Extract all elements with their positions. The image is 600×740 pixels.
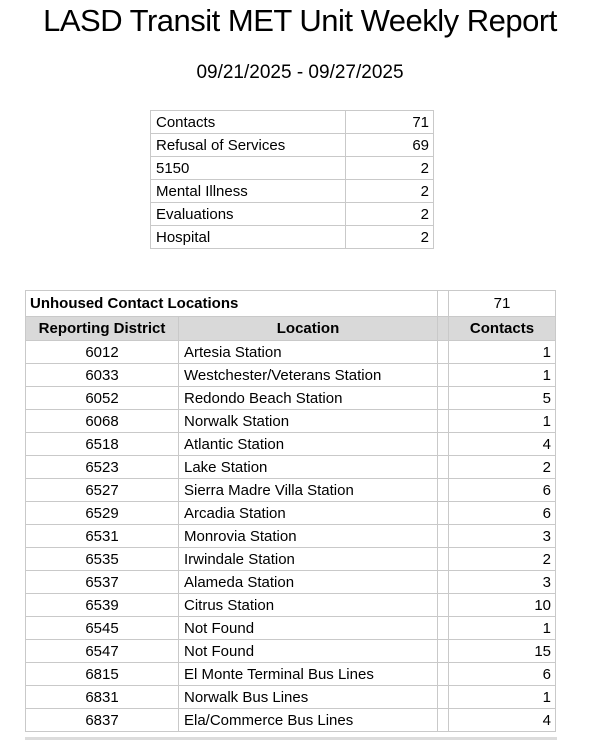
location-row — [26, 364, 556, 387]
contacts-cell: 1 — [449, 410, 556, 433]
location-cell: Norwalk Station — [179, 410, 438, 433]
location-row — [26, 548, 556, 571]
district-cell: 6837 — [26, 709, 179, 732]
location-row — [26, 686, 556, 709]
location-row — [26, 571, 556, 594]
spacer-cell — [438, 387, 449, 410]
district-cell: 6537 — [26, 571, 179, 594]
spacer-cell — [438, 410, 449, 433]
location-row — [26, 594, 556, 617]
unhoused-contact-locations-table — [25, 290, 556, 732]
spacer-cell — [438, 571, 449, 594]
district-cell: 6529 — [26, 502, 179, 525]
location-row — [26, 410, 556, 433]
contacts-cell: 10 — [449, 594, 556, 617]
location-cell: Not Found — [179, 617, 438, 640]
district-cell: 6523 — [26, 456, 179, 479]
spacer-cell — [438, 479, 449, 502]
summary-label: Evaluations — [151, 203, 346, 226]
district-cell: 6052 — [26, 387, 179, 410]
spacer-cell — [438, 456, 449, 479]
location-cell: El Monte Terminal Bus Lines — [179, 663, 438, 686]
page-title: LASD Transit MET Unit Weekly Report — [43, 3, 557, 38]
contacts-cell: 6 — [449, 479, 556, 502]
summary-label: Refusal of Services — [151, 134, 346, 157]
location-cell: Not Found — [179, 640, 438, 663]
summary-row — [151, 157, 434, 180]
spacer-cell — [438, 548, 449, 571]
location-row — [26, 433, 556, 456]
contacts-cell: 3 — [449, 525, 556, 548]
district-cell: 6012 — [26, 341, 179, 364]
district-cell: 6068 — [26, 410, 179, 433]
column-header-reporting-district: Reporting District — [26, 317, 179, 341]
location-row — [26, 387, 556, 410]
district-cell: 6535 — [26, 548, 179, 571]
summary-table-body — [151, 111, 434, 249]
contacts-cell: 4 — [449, 433, 556, 456]
spacer-cell — [438, 640, 449, 663]
district-cell: 6531 — [26, 525, 179, 548]
summary-row — [151, 180, 434, 203]
column-header-location: Location — [179, 317, 438, 341]
location-cell: Artesia Station — [179, 341, 438, 364]
district-cell: 6831 — [26, 686, 179, 709]
contacts-cell: 1 — [449, 617, 556, 640]
spacer-cell — [438, 502, 449, 525]
location-cell: Westchester/Veterans Station — [179, 364, 438, 387]
location-cell: Sierra Madre Villa Station — [179, 479, 438, 502]
location-cell: Citrus Station — [179, 594, 438, 617]
location-cell: Irwindale Station — [179, 548, 438, 571]
contacts-cell: 1 — [449, 364, 556, 387]
spacer-cell — [438, 709, 449, 732]
locations-table-title: Unhoused Contact Locations — [26, 291, 438, 317]
district-cell: 6539 — [26, 594, 179, 617]
location-cell: Norwalk Bus Lines — [179, 686, 438, 709]
district-cell: 6033 — [26, 364, 179, 387]
contacts-cell: 4 — [449, 709, 556, 732]
location-cell: Alameda Station — [179, 571, 438, 594]
location-row — [26, 502, 556, 525]
spacer-cell — [438, 686, 449, 709]
spacer-cell — [438, 291, 449, 317]
contacts-cell: 2 — [449, 456, 556, 479]
spacer-cell — [438, 341, 449, 364]
contacts-cell: 15 — [449, 640, 556, 663]
contacts-cell: 3 — [449, 571, 556, 594]
location-row — [26, 525, 556, 548]
contacts-cell: 6 — [449, 663, 556, 686]
district-cell: 6518 — [26, 433, 179, 456]
summary-value: 69 — [346, 134, 434, 157]
spacer-cell — [438, 663, 449, 686]
summary-label: Contacts — [151, 111, 346, 134]
locations-total-contacts: 71 — [449, 291, 556, 317]
spacer-cell — [438, 364, 449, 387]
location-cell: Atlantic Station — [179, 433, 438, 456]
location-row — [26, 341, 556, 364]
district-cell: 6527 — [26, 479, 179, 502]
location-cell: Arcadia Station — [179, 502, 438, 525]
weekly-report-page — [0, 3, 600, 740]
locations-title-row — [26, 291, 556, 317]
summary-value: 71 — [346, 111, 434, 134]
summary-row — [151, 226, 434, 249]
location-row — [26, 617, 556, 640]
summary-row — [151, 203, 434, 226]
contacts-cell: 1 — [449, 686, 556, 709]
district-cell: 6547 — [26, 640, 179, 663]
summary-value: 2 — [346, 180, 434, 203]
spacer-cell — [438, 525, 449, 548]
location-row — [26, 640, 556, 663]
locations-header-row — [26, 317, 556, 341]
location-row — [26, 663, 556, 686]
spacer-cell — [438, 433, 449, 456]
summary-label: 5150 — [151, 157, 346, 180]
spacer-cell — [438, 617, 449, 640]
district-cell: 6545 — [26, 617, 179, 640]
report-date-range: 09/21/2025 - 09/27/2025 — [196, 62, 404, 83]
summary-label: Hospital — [151, 226, 346, 249]
location-cell: Redondo Beach Station — [179, 387, 438, 410]
contacts-cell: 6 — [449, 502, 556, 525]
spacer-cell — [438, 594, 449, 617]
spacer-header-cell — [438, 317, 449, 341]
summary-value: 2 — [346, 203, 434, 226]
contacts-cell: 2 — [449, 548, 556, 571]
summary-table — [150, 110, 434, 249]
column-header-contacts: Contacts — [449, 317, 556, 341]
contacts-cell: 5 — [449, 387, 556, 410]
summary-value: 2 — [346, 226, 434, 249]
location-cell: Lake Station — [179, 456, 438, 479]
summary-row — [151, 134, 434, 157]
location-cell: Monrovia Station — [179, 525, 438, 548]
location-row — [26, 709, 556, 732]
location-cell: Ela/Commerce Bus Lines — [179, 709, 438, 732]
contacts-cell: 1 — [449, 341, 556, 364]
locations-table-body — [26, 291, 556, 732]
summary-value: 2 — [346, 157, 434, 180]
district-cell: 6815 — [26, 663, 179, 686]
summary-row — [151, 111, 434, 134]
summary-label: Mental Illness — [151, 180, 346, 203]
location-row — [26, 456, 556, 479]
location-row — [26, 479, 556, 502]
